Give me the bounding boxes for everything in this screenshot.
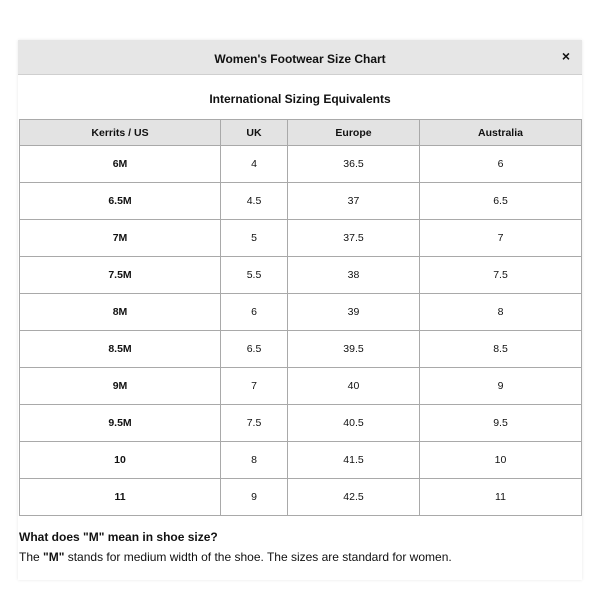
table-row <box>20 257 582 294</box>
table-row <box>20 405 582 442</box>
header-us: Kerrits / US <box>20 120 221 146</box>
cell-us: 8.5M <box>20 331 221 368</box>
cell-us: 7M <box>20 220 221 257</box>
table-header-row <box>20 120 582 146</box>
faq-question: What does "M" mean in shoe size? <box>19 530 218 544</box>
table-body <box>20 146 582 516</box>
cell-us: 8M <box>20 294 221 331</box>
cell-us: 9M <box>20 368 221 405</box>
cell-australia: 7.5 <box>420 257 582 294</box>
faq-answer <box>19 550 579 564</box>
cell-uk: 5.5 <box>221 257 288 294</box>
cell-europe: 39 <box>288 294 420 331</box>
faq-answer-bold: "M" <box>43 550 65 564</box>
cell-us: 9.5M <box>20 405 221 442</box>
faq-section <box>19 530 579 564</box>
cell-europe: 38 <box>288 257 420 294</box>
cell-europe: 40.5 <box>288 405 420 442</box>
cell-europe: 37 <box>288 183 420 220</box>
cell-australia: 11 <box>420 479 582 516</box>
cell-uk: 6 <box>221 294 288 331</box>
cell-uk: 6.5 <box>221 331 288 368</box>
cell-australia: 10 <box>420 442 582 479</box>
faq-answer-prefix: The <box>19 550 44 564</box>
cell-uk: 7.5 <box>221 405 288 442</box>
cell-australia: 6 <box>420 146 582 183</box>
cell-uk: 4 <box>221 146 288 183</box>
header-australia: Australia <box>420 120 582 146</box>
cell-europe: 40 <box>288 368 420 405</box>
table-row <box>20 220 582 257</box>
table-row <box>20 442 582 479</box>
table-row <box>20 146 582 183</box>
cell-uk: 8 <box>221 442 288 479</box>
table-subtitle: International Sizing Equivalents <box>209 92 391 106</box>
cell-uk: 7 <box>221 368 288 405</box>
cell-europe: 37.5 <box>288 220 420 257</box>
table-row <box>20 331 582 368</box>
dialog-title: Women's Footwear Size Chart <box>214 51 386 66</box>
cell-uk: 5 <box>221 220 288 257</box>
cell-europe: 39.5 <box>288 331 420 368</box>
cell-us: 11 <box>20 479 221 516</box>
cell-europe: 42.5 <box>288 479 420 516</box>
cell-uk: 4.5 <box>221 183 288 220</box>
cell-us: 7.5M <box>20 257 221 294</box>
cell-us: 6.5M <box>20 183 221 220</box>
dialog-titlebar <box>18 40 582 75</box>
cell-australia: 8 <box>420 294 582 331</box>
header-europe: Europe <box>288 120 420 146</box>
cell-australia: 9.5 <box>420 405 582 442</box>
cell-australia: 7 <box>420 220 582 257</box>
table-row <box>20 294 582 331</box>
table-row <box>20 479 582 516</box>
close-icon[interactable]: × <box>561 48 570 64</box>
cell-australia: 9 <box>420 368 582 405</box>
cell-australia: 6.5 <box>420 183 582 220</box>
cell-uk: 9 <box>221 479 288 516</box>
cell-australia: 8.5 <box>420 331 582 368</box>
size-chart-dialog <box>18 40 582 580</box>
faq-answer-suffix: stands for medium width of the shoe. The sizes are standard for women. <box>64 550 452 564</box>
header-uk: UK <box>221 120 288 146</box>
table-row <box>20 183 582 220</box>
size-table <box>19 119 582 516</box>
table-row <box>20 368 582 405</box>
cell-europe: 36.5 <box>288 146 420 183</box>
cell-europe: 41.5 <box>288 442 420 479</box>
cell-us: 6M <box>20 146 221 183</box>
cell-us: 10 <box>20 442 221 479</box>
